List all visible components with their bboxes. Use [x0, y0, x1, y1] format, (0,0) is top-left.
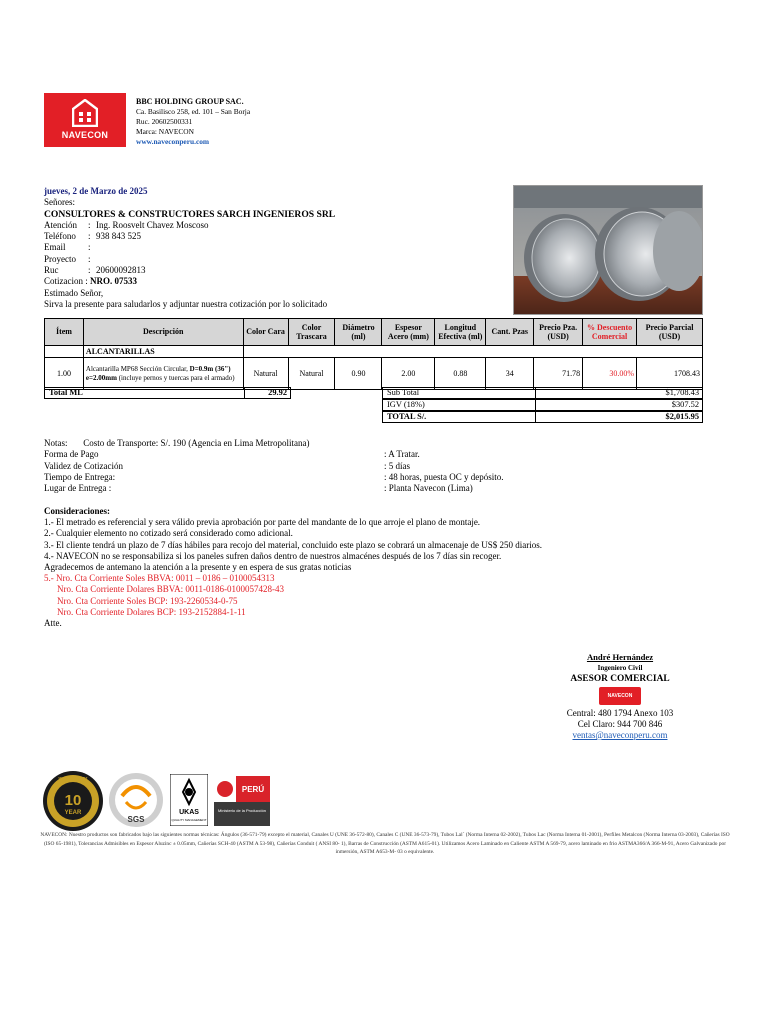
quote-number-row [44, 276, 504, 287]
legal-footer: NAVECON: Nuestro productos son fabricados bajo las siguientes normas técnicas: Ángulos (36-571-79) excepto el material, Canales U (UNE 36-572-80), Canales C (UNE 36-573-79), Tubos Lal´ (Norma Interna 02-2002), Tubos Lac (Norma Interna 01-2001), Perfiles Metalcon (Norma Interna 03-2003), Cañerías ISO (ISO 65-1981), Tolerancias Admisibles en Espesor Aluzinc ± 0.05mm, Cañerías SCH-40 (ASTM A 53-98), Cañerías Conduit ( ANSI 80- 1), Barras de Construcción (ASTM A615-01). Utilizamos Acero Laminado en Caliente ASTM A 569-79, acero laminado en frio ASTMA366/A 366-M-91, Acero Galvanizado por inmersión, ASTM A653-M- 03 o equivalente. [40, 832, 730, 856]
total-ml-box [44, 387, 291, 399]
column-header: Espesor Acero (mm) [382, 319, 435, 346]
column-header: Diámetro (ml) [335, 319, 382, 346]
cell-item: 1.00 [45, 358, 84, 390]
ukas-sublabel: QUALITY MANAGEMENT [171, 818, 207, 822]
closing: Atte. [44, 618, 62, 629]
warranty-unit: YEAR [64, 810, 82, 816]
total-row [382, 411, 703, 423]
bank-account: 5.- Nro. Cta Corriente Soles BBVA: 0011 – 0186 – 0100054313 [44, 573, 275, 584]
consideration-item: 4.- NAVECON no se responsabiliza si los paneles sufren daños dentro de nuestros almacénes después de los 7 días sin recoger. [44, 550, 502, 561]
field-key: Atención [44, 219, 77, 230]
quote-number: NRO. 07533 [90, 276, 137, 287]
column-header: Precio Parcial (USD) [637, 319, 703, 346]
section-title: ALCANTARILLAS [83, 346, 243, 358]
condition-row: Tiempo de Entrega: : 48 horas, puesta OC y depósito. [44, 471, 504, 482]
quote-items-table [44, 318, 703, 390]
company-name: BBC HOLDING GROUP SAC. [136, 97, 244, 106]
cell-cantidad: 34 [486, 358, 534, 390]
greeting: Señores: [44, 197, 75, 208]
column-header: Cant. Pzas [486, 319, 534, 346]
column-header: Descripción [83, 319, 243, 346]
consideration-item: 3.- El cliente tendrá un plazo de 7 días hábiles para recojo del material, concluido este plazo se cobrará un almacenaje de US$ 250 diarios. [44, 539, 543, 550]
total-ml-value: 29.92 [268, 388, 287, 397]
table-row [45, 358, 703, 390]
column-header: Longitud Efectiva (ml) [435, 319, 486, 346]
considerations-title: Consideraciones: [44, 506, 110, 516]
quote-header [44, 186, 504, 310]
bank-account: Nro. Cta Corriente Dolares BCP: 193-2152884-1-11 [57, 606, 246, 617]
total-value: $2,015.95 [665, 412, 699, 421]
section-row [45, 346, 703, 358]
sgs-iso-badge-icon [108, 772, 164, 828]
house-logo-icon [72, 99, 98, 127]
cell-color-cara: Natural [243, 358, 288, 390]
quote-date: jueves, 2 de Marzo de 2025 [44, 186, 148, 196]
signer-logo: NAVECON [599, 687, 641, 705]
consideration-item: 2.- Cualquier elemento no cotizado será considerado como adicional. [44, 528, 293, 539]
cell-parcial: 1708.43 [637, 358, 703, 390]
igv-row [382, 399, 703, 411]
company-address: Ca. Basilisco 258, ed. 101 – San Borja [136, 107, 251, 116]
cell-descuento: 30.00% [583, 358, 637, 390]
logo-text: NAVECON [61, 130, 109, 140]
consideration-item: 1.- El metrado es referencial y sera válido previa aprobación por parte del mandante de lo que arroje el plano de montaje. [44, 517, 481, 528]
signer-central: Central: 480 1794 Anexo 103 [566, 708, 674, 718]
signer-email-link[interactable]: ventas@naveconperu.com [572, 730, 668, 740]
bank-account: Nro. Cta Corriente Dolares BBVA: 0011-0186-0100057428-43 [57, 584, 284, 595]
signer-block [520, 652, 720, 741]
subtotal-label: Sub Total [387, 388, 420, 397]
quote-number-label: Cotizacion : [44, 276, 88, 287]
cell-color-trascara: Natural [288, 358, 335, 390]
cell-diametro: 0.90 [335, 358, 382, 390]
total-label: TOTAL S/. [387, 412, 427, 421]
warranty-number: 10 [64, 792, 82, 809]
company-website-link[interactable]: www.naveconperu.com [136, 137, 210, 146]
signer-name: André Hernández [586, 652, 654, 662]
cell-description: Alcantarilla MP68 Sección Circular, D=0.9m (36") e=2.00mm (incluye pernos y tuercas para el armado) [83, 358, 243, 390]
column-header: Ítem [45, 319, 84, 346]
client-name: CONSULTORES & CONSTRUCTORES SARCH INGENIEROS SRL [44, 208, 336, 220]
igv-label: IGV (18%) [387, 400, 425, 409]
company-brand: Marca: NAVECON [136, 127, 194, 136]
signer-cel: Cel Claro: 944 700 846 [577, 719, 663, 729]
condition-row: Validez de Cotización : 5 días [44, 460, 410, 471]
field-row: Atención : Ing. Roosvelt Chavez Moscoso [44, 219, 209, 230]
thanks-text: Agradecemos de antemano la atención a la presente y en espera de sus gratas noticias [44, 562, 352, 573]
cell-longitud: 0.88 [435, 358, 486, 390]
field-key: Proyecto [44, 253, 76, 264]
bank-account: Nro. Cta Corriente Soles BCP: 193-2260534-0-75 [57, 595, 238, 606]
corrugated-pipes-image [514, 186, 703, 315]
cell-espesor: 2.00 [382, 358, 435, 390]
ministerio-label: Ministerio de la Producción [218, 808, 267, 813]
cell-precio: 71.78 [534, 358, 583, 390]
field-row: Proyecto : [44, 253, 91, 264]
field-key: Teléfono [44, 231, 76, 242]
field-value: 938 843 525 [96, 231, 141, 242]
product-photo [513, 185, 703, 315]
navecon-logo [44, 93, 126, 147]
field-key: Ruc [44, 265, 59, 276]
subtotal-row [382, 387, 703, 399]
column-header: Color Trascara [288, 319, 335, 346]
peru-label: PERÚ [241, 785, 265, 794]
warranty-badge-icon [42, 770, 104, 832]
ukas-badge-icon [170, 774, 208, 826]
sgs-label: SGS [127, 815, 145, 824]
condition-row: Lugar de Entrega : : Planta Navecon (Lima) [44, 483, 473, 494]
total-ml-label: Total ML [49, 388, 83, 397]
company-ruc: Ruc. 20602500331 [136, 117, 193, 126]
signer-role: ASESOR COMERCIAL [570, 674, 670, 684]
ukas-label: UKAS [179, 809, 199, 816]
company-info [136, 97, 250, 147]
signer-title: Ingeniero Civil [597, 664, 643, 672]
transport-note: Notas: Costo de Transporte: S/. 190 (Agencia en Lima Metropolitana) [44, 438, 310, 448]
igv-value: $307.52 [671, 400, 699, 409]
column-header: Color Cara [243, 319, 288, 346]
field-row: Teléfono : 938 843 525 [44, 231, 141, 242]
field-value: 20600092813 [96, 265, 146, 276]
subtotal-value: $1,708.43 [665, 388, 699, 397]
notes-section [44, 438, 644, 494]
considerations-section [44, 506, 684, 629]
warranty-label: WARRANTY [58, 777, 88, 783]
condition-row: Forma de Pago : A Tratar. [44, 449, 420, 460]
field-key: Email [44, 242, 66, 253]
field-row: Ruc : 20600092813 [44, 265, 146, 276]
field-value: Ing. Roosvelt Chavez Moscoso [96, 219, 209, 230]
table-header-row [45, 319, 703, 346]
produce-peru-badge-icon [214, 776, 270, 826]
field-row: Email : [44, 242, 91, 253]
column-header: % Descuento Comercial [583, 319, 637, 346]
intro-text: Sirva la presente para saludarlos y adjuntar nuestra cotización por lo solicitado [44, 298, 328, 309]
salutation: Estimado Señor, [44, 287, 104, 298]
column-header: Precio Pza. (USD) [534, 319, 583, 346]
